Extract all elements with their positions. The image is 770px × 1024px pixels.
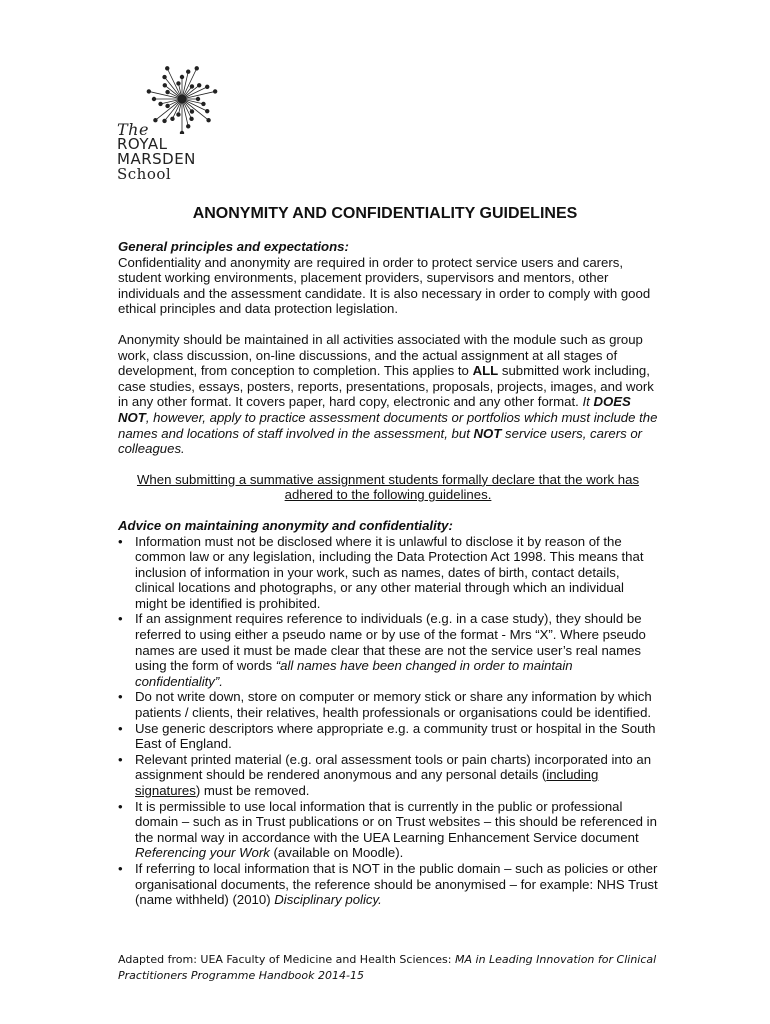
logo-marsden: MARSDEN: [117, 150, 196, 168]
logo-the: The: [117, 120, 149, 139]
list-item: • Use generic descriptors where appropriate e.g. a community trust or hospital in the South East of England.: [118, 721, 658, 752]
list-item: • Relevant printed material (e.g. oral assessment tools or pain charts) incorporated into an assignment should be rendered anonymous and any personal details (including signatures) must be removed.: [118, 752, 658, 799]
list-item: • If referring to local information that is NOT in the public domain – such as policies or other organisational documents, the reference should be anonymised – for example: NHS Trust (name withheld) (2010) Disciplinary policy.: [118, 861, 658, 908]
general-paragraph-2: Anonymity should be maintained in all activities associated with the module such as group work, class discussion, on-line discussions, and the actual assignment at all stages of development, from conception to completion. This applies to ALL submitted work including, case studies, essays, posters, reports, presentations, proposals, projects, images, and work in any other format. It covers paper, hard copy, electronic and any other format. It DOES NOT, however, apply to practice assessment documents or portfolios which must include the names and locations of staff involved in the assessment, but NOT service users, carers or colleagues.: [118, 331, 658, 457]
list-item: • Do not write down, store on computer or memory stick or share any information by which patients / clients, their relatives, health professionals or organisations could be identified.: [118, 689, 658, 720]
advice-heading: Advice on maintaining anonymity and confidentiality:: [118, 517, 453, 533]
general-heading: General principles and expectations:: [118, 239, 349, 254]
footer-citation: Adapted from: UEA Faculty of Medicine and Health Sciences: MA in Leading Innovation for Clinical Practitioners Programme Handbook 2014-15: [118, 953, 657, 982]
list-item: • If an assignment requires reference to individuals (e.g. in a case study), they should be referred to using either a pseudo name or by use of the format - Mrs “X”. Where pseudo names are used it must be made clear that these are not the service user’s real names using the form of words “all names have been changed in order to maintain confidentiality”.: [118, 611, 658, 689]
general-paragraph-1: Confidentiality and anonymity are required in order to protect service users and carers, student working environments, placement providers, supervisors and mentors, other individuals and the assessment candidate. It is also necessary in order to comply with good ethical principles and data protection legislation.: [118, 254, 651, 317]
page-title: ANONYMITY AND CONFIDENTIALITY GUIDELINES: [192, 205, 578, 222]
list-item: • It is permissible to use local information that is currently in the public or professional domain – such as in Trust publications or on Trust websites – this should be referenced in the normal way in accordance with the UEA Learning Enhancement Service document Referencing your Work (available on Moodle).: [118, 799, 658, 861]
list-item: • Information must not be disclosed where it is unlawful to disclose it by reason of the common law or any legislation, including the Data Protection Act 1998. This means that inclusion of information in your work, such as names, dates of birth, contact details, clinical locations and photographs, or any other material through which an individual might be identified is prohibited.: [118, 534, 658, 612]
advice-list: [118, 534, 658, 908]
declaration-note: When submitting a summative assignment students formally declare that the work has adhered to the following guidelines.: [136, 471, 640, 503]
logo-wordmark: [117, 122, 196, 182]
royal-marsden-logo: [112, 64, 252, 194]
document-body: [118, 239, 658, 908]
logo-school: School: [117, 165, 172, 183]
logo-royal: ROYAL: [117, 135, 168, 153]
